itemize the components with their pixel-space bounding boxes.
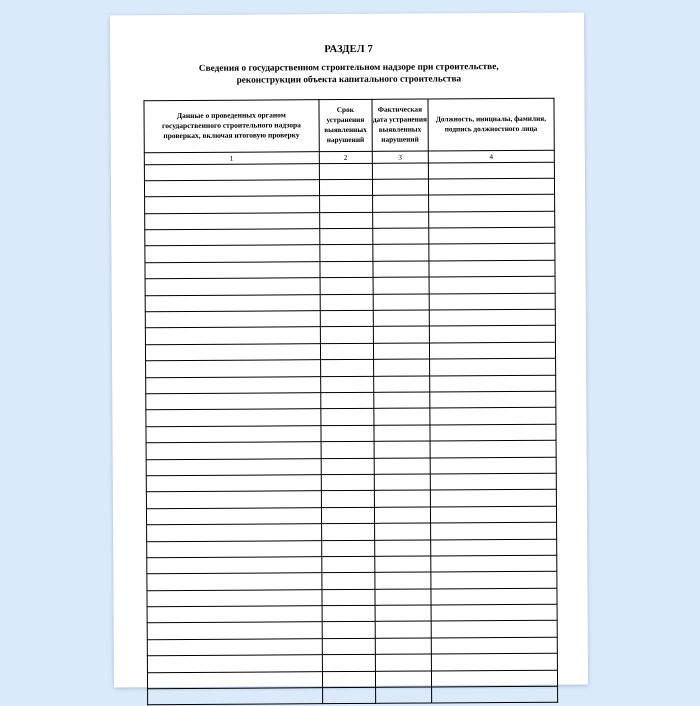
- table-cell[interactable]: [428, 162, 554, 179]
- table-cell[interactable]: [319, 196, 372, 213]
- table-cell[interactable]: [430, 473, 556, 490]
- table-cell[interactable]: [375, 589, 431, 606]
- column-header-deadline: Срок устранения выявленных нарушений: [319, 99, 373, 151]
- table-cell[interactable]: [429, 326, 555, 343]
- table-cell[interactable]: [321, 409, 374, 426]
- table-cell[interactable]: [321, 425, 374, 442]
- table-cell[interactable]: [428, 195, 554, 212]
- table-cell[interactable]: [430, 408, 556, 425]
- table-cell[interactable]: [376, 687, 432, 704]
- table-cell[interactable]: [146, 425, 321, 442]
- table-cell[interactable]: [321, 540, 374, 557]
- table-cell[interactable]: [146, 458, 321, 475]
- table-cell[interactable]: [147, 639, 322, 656]
- table-cell[interactable]: [373, 228, 429, 245]
- table-cell[interactable]: [322, 671, 375, 688]
- table-cell[interactable]: [431, 670, 557, 687]
- table-cell[interactable]: [430, 424, 556, 441]
- table-cell[interactable]: [146, 442, 321, 459]
- table-cell[interactable]: [147, 655, 322, 672]
- table-cell[interactable]: [374, 474, 430, 491]
- table-cell[interactable]: [147, 573, 322, 590]
- table-cell[interactable]: [429, 293, 555, 310]
- supervision-register-table: [143, 97, 558, 705]
- table-cell[interactable]: [320, 245, 373, 262]
- table-cell[interactable]: [431, 621, 557, 638]
- table-cell[interactable]: [375, 556, 431, 573]
- table-cell[interactable]: [145, 311, 320, 328]
- table-cell[interactable]: [373, 277, 429, 294]
- table-cell[interactable]: [431, 637, 557, 654]
- table-cell[interactable]: [374, 408, 430, 425]
- table-cell[interactable]: [429, 391, 555, 408]
- table-body: [144, 162, 557, 705]
- table-cell[interactable]: [375, 572, 431, 589]
- table-cell[interactable]: [373, 212, 429, 229]
- table-cell[interactable]: [430, 522, 556, 539]
- table-cell[interactable]: [372, 179, 428, 196]
- column-header-official: Должность, инициалы, фамилия, подпись должностного лица: [428, 98, 555, 151]
- table-cell[interactable]: [431, 653, 557, 670]
- table-cell[interactable]: [428, 227, 554, 244]
- table-cell[interactable]: [322, 655, 375, 672]
- table-cell[interactable]: [375, 605, 431, 622]
- column-header-inspections: Данные о проведенных органом государственного строительного надзора проверках, включая итоговую проверку: [144, 99, 319, 152]
- table-cell[interactable]: [429, 277, 555, 294]
- table-cell[interactable]: [372, 163, 428, 180]
- table-cell[interactable]: [322, 605, 375, 622]
- table-cell[interactable]: [145, 212, 320, 229]
- table-cell[interactable]: [430, 490, 556, 507]
- table-cell[interactable]: [322, 622, 375, 639]
- table-cell[interactable]: [373, 310, 429, 327]
- table-cell[interactable]: [145, 229, 320, 246]
- table-cell[interactable]: [144, 180, 319, 197]
- table-cell[interactable]: [147, 540, 322, 557]
- table-cell[interactable]: [319, 228, 372, 245]
- table-cell[interactable]: [147, 606, 322, 623]
- table-cell[interactable]: [322, 589, 375, 606]
- table-cell[interactable]: [429, 342, 555, 359]
- table-cell[interactable]: [430, 555, 556, 572]
- table-cell[interactable]: [321, 507, 374, 524]
- table-cell[interactable]: [374, 441, 430, 458]
- document-heading: [143, 61, 554, 88]
- table-cell[interactable]: [431, 686, 557, 703]
- column-number-1: 1: [144, 151, 319, 164]
- document-page: [110, 13, 588, 688]
- table-cell[interactable]: [147, 671, 322, 688]
- header-row: [144, 98, 554, 153]
- table-cell[interactable]: [319, 179, 372, 196]
- table-cell[interactable]: [145, 344, 320, 361]
- table-cell[interactable]: [373, 261, 429, 278]
- table-cell[interactable]: [147, 622, 322, 639]
- table-cell[interactable]: [374, 376, 430, 393]
- table-cell[interactable]: [430, 440, 556, 457]
- table-cell[interactable]: [147, 589, 322, 606]
- table-cell[interactable]: [144, 163, 319, 180]
- table-cell[interactable]: [320, 261, 373, 278]
- table-cell[interactable]: [321, 458, 374, 475]
- table-row[interactable]: [148, 686, 558, 705]
- heading-line-1: Сведения о государственном строительном надзоре при строительстве,: [198, 62, 499, 74]
- table-cell[interactable]: [320, 392, 373, 409]
- table-cell[interactable]: [146, 475, 321, 492]
- table-cell[interactable]: [375, 654, 431, 671]
- table-cell[interactable]: [145, 278, 320, 295]
- heading-line-2: реконструкции объекта капитального строительства: [236, 74, 462, 86]
- column-header-actual-date: Фактическая дата устранения выявленных нарушений: [372, 99, 428, 151]
- table-cell[interactable]: [146, 507, 321, 524]
- table-cell[interactable]: [429, 309, 555, 326]
- table-cell[interactable]: [322, 687, 375, 704]
- table-cell[interactable]: [146, 491, 321, 508]
- column-number-2: 2: [319, 151, 372, 163]
- table-cell[interactable]: [431, 588, 557, 605]
- table-cell[interactable]: [320, 278, 373, 295]
- table-cell[interactable]: [145, 196, 320, 213]
- table-cell[interactable]: [146, 360, 321, 377]
- table-cell[interactable]: [374, 458, 430, 475]
- table-cell[interactable]: [373, 244, 429, 261]
- table-cell[interactable]: [374, 490, 430, 507]
- table-cell[interactable]: [373, 294, 429, 311]
- table-cell[interactable]: [320, 294, 373, 311]
- table-cell[interactable]: [146, 409, 321, 426]
- table-cell[interactable]: [148, 688, 323, 705]
- table-cell[interactable]: [429, 358, 555, 375]
- column-number-3: 3: [372, 151, 428, 163]
- table-cell[interactable]: [428, 211, 554, 228]
- table-cell[interactable]: [430, 506, 556, 523]
- table-cell[interactable]: [429, 260, 555, 277]
- table-cell[interactable]: [147, 557, 322, 574]
- table-cell[interactable]: [374, 507, 430, 524]
- table-cell[interactable]: [319, 212, 372, 229]
- table-cell[interactable]: [429, 375, 555, 392]
- table-cell[interactable]: [374, 392, 430, 409]
- table-cell[interactable]: [319, 163, 372, 180]
- table-cell[interactable]: [374, 425, 430, 442]
- table-cell[interactable]: [147, 524, 322, 541]
- table-cell[interactable]: [373, 326, 429, 343]
- table-cell[interactable]: [322, 573, 375, 590]
- table-cell[interactable]: [373, 195, 429, 212]
- table-cell[interactable]: [431, 604, 557, 621]
- table-cell[interactable]: [375, 638, 431, 655]
- table-cell[interactable]: [146, 393, 321, 410]
- page-content: [143, 43, 558, 667]
- table-cell[interactable]: [430, 539, 556, 556]
- table-cell[interactable]: [145, 262, 320, 279]
- table-header: [144, 98, 554, 165]
- table-cell[interactable]: [322, 638, 375, 655]
- table-cell[interactable]: [145, 245, 320, 262]
- table-cell[interactable]: [320, 360, 373, 377]
- table-cell[interactable]: [321, 523, 374, 540]
- table-cell[interactable]: [145, 294, 320, 311]
- table-cell[interactable]: [321, 556, 374, 573]
- table-cell[interactable]: [321, 442, 374, 459]
- table-cell[interactable]: [320, 376, 373, 393]
- table-cell[interactable]: [321, 491, 374, 508]
- table-cell[interactable]: [375, 523, 431, 540]
- table-cell[interactable]: [375, 540, 431, 557]
- table-cell[interactable]: [375, 671, 431, 688]
- table-cell[interactable]: [320, 310, 373, 327]
- table-cell[interactable]: [373, 343, 429, 360]
- column-number-4: 4: [428, 150, 554, 163]
- table-cell[interactable]: [320, 343, 373, 360]
- table-cell[interactable]: [375, 621, 431, 638]
- table-cell[interactable]: [320, 327, 373, 344]
- table-cell[interactable]: [429, 244, 555, 261]
- section-title: РАЗДЕЛ 7: [324, 43, 374, 56]
- table-cell[interactable]: [145, 327, 320, 344]
- table-cell[interactable]: [146, 376, 321, 393]
- table-cell[interactable]: [428, 178, 554, 195]
- table-cell[interactable]: [374, 359, 430, 376]
- table-cell[interactable]: [431, 572, 557, 589]
- table-cell[interactable]: [321, 474, 374, 491]
- table-cell[interactable]: [430, 457, 556, 474]
